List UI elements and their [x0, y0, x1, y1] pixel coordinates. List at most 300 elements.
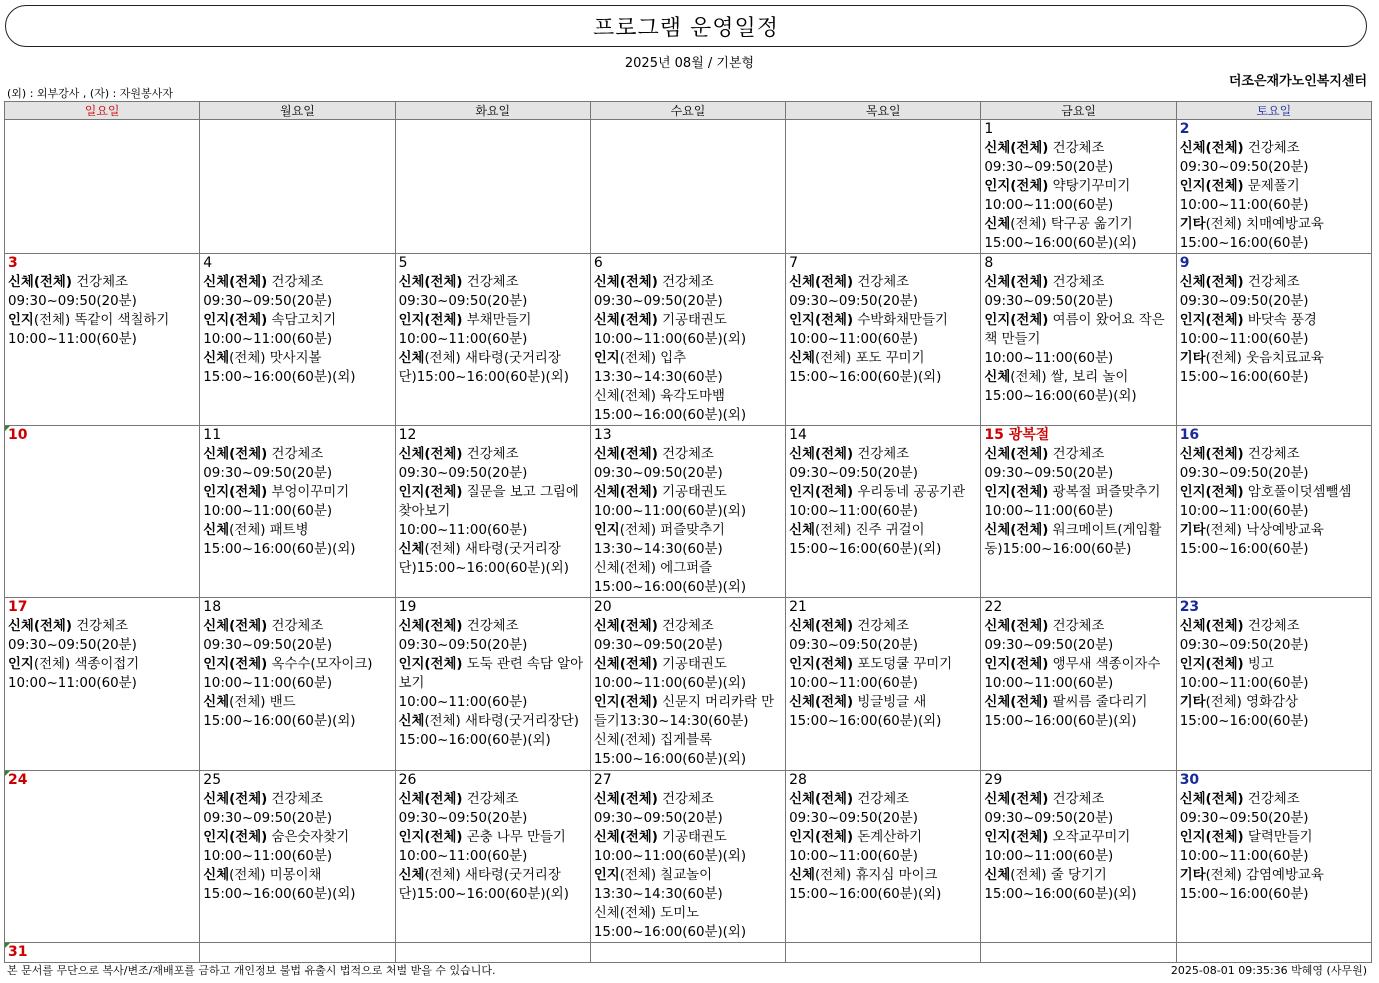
- program-category: 신체(전체): [984, 275, 1049, 290]
- program-entry: [203, 655, 391, 674]
- program-entry: [789, 540, 977, 559]
- day-number: 8: [984, 255, 994, 271]
- program-category: 신체: [398, 714, 425, 729]
- program-category: 신체(전체): [593, 657, 658, 672]
- day-cell: [590, 426, 785, 598]
- weekday-header: 수요일: [590, 102, 785, 120]
- day-number: 29: [984, 772, 1003, 788]
- program-entry: [1180, 540, 1368, 559]
- program-text: 09:30~09:50(20분): [8, 638, 137, 653]
- program-text: 09:30~09:50(20분): [984, 811, 1114, 826]
- day-cell: [786, 943, 981, 963]
- program-category: 신체: [203, 351, 230, 366]
- day-cell: [395, 771, 590, 943]
- program-entry: [399, 847, 587, 866]
- program-entry: [984, 617, 1172, 636]
- program-entry: [203, 521, 391, 540]
- day-number: 26: [398, 772, 417, 788]
- day-number: 13: [593, 427, 612, 443]
- program-entry: [203, 540, 391, 559]
- program-category: 신체(전체): [984, 523, 1049, 538]
- program-text: (전체) 낙상예방교육: [1205, 523, 1324, 538]
- program-category: 신체(전체): [984, 792, 1049, 807]
- program-text: (전체) 새타령(굿거리장단)15:00~16:00(60분)(외): [398, 868, 569, 902]
- day-number: 31: [8, 944, 28, 960]
- program-category: 기타: [1179, 351, 1206, 366]
- program-entry: [789, 655, 977, 674]
- day-number: 9: [1179, 255, 1190, 271]
- program-entry: [789, 368, 977, 387]
- program-text: 건강체조: [1048, 447, 1105, 462]
- program-category: 신체(전체): [1179, 141, 1244, 156]
- program-text: 건강체조: [853, 619, 910, 634]
- program-category: 신체(전체): [203, 792, 268, 807]
- program-entry: [789, 483, 977, 521]
- program-text: 신체(전체) 도미노: [593, 906, 700, 921]
- program-entry: [789, 445, 977, 464]
- weekday-header: 월요일: [200, 102, 395, 120]
- program-text: (전체) 미몽이채: [229, 868, 322, 883]
- weekday-header-row: [5, 102, 1372, 120]
- program-text: 건강체조: [267, 619, 324, 634]
- program-entry: [984, 349, 1172, 368]
- program-entry: [1180, 655, 1368, 674]
- program-entry: [984, 311, 1172, 349]
- program-category: 인지(전체): [984, 313, 1049, 328]
- program-entry: [789, 790, 977, 809]
- program-entry: [399, 828, 587, 847]
- program-entry: [594, 885, 782, 904]
- program-entry: [203, 617, 391, 636]
- program-text: 오작교꾸미기: [1048, 830, 1131, 845]
- program-text: 13:30~14:30(60분): [593, 542, 723, 557]
- program-category: 신체(전체): [789, 275, 854, 290]
- program-entry: [984, 215, 1172, 234]
- program-category: 기타: [1179, 695, 1206, 710]
- program-category: 신체: [398, 542, 425, 557]
- program-text: 건강체조: [657, 447, 714, 462]
- program-entry: [594, 790, 782, 809]
- day-cell: [395, 943, 590, 963]
- program-category: 신체(전체): [789, 695, 854, 710]
- program-entry: [594, 655, 782, 674]
- day-cell: [786, 426, 981, 598]
- day-number: 1: [984, 121, 994, 137]
- program-entry: [203, 273, 391, 292]
- program-category: 인지(전체): [203, 485, 268, 500]
- program-entry: [203, 349, 391, 368]
- program-entry: [984, 445, 1172, 464]
- program-text: (전체) 퍼즐맞추기: [619, 523, 725, 538]
- program-text: 건강체조: [1243, 447, 1300, 462]
- week-row: [5, 771, 1372, 943]
- program-entry: [1180, 330, 1368, 349]
- program-text: 10:00~11:00(60분): [789, 849, 918, 864]
- program-text: 15:00~16:00(60분)(외): [593, 408, 747, 423]
- program-category: 인지(전체): [984, 830, 1049, 845]
- program-text: 10:00~11:00(60분): [789, 332, 918, 347]
- program-entry: [594, 617, 782, 636]
- program-text: 부채만들기: [462, 313, 532, 328]
- program-category: 인지(전체): [593, 695, 658, 710]
- program-entry: [203, 445, 391, 464]
- program-text: 10:00~11:00(60분): [1179, 849, 1309, 864]
- program-entry: [399, 464, 587, 483]
- program-category: 신체(전체): [398, 619, 463, 634]
- program-entry: [1180, 483, 1368, 502]
- program-entry: [984, 158, 1172, 177]
- day-number: 6: [593, 255, 603, 271]
- program-category: 신체: [398, 351, 425, 366]
- program-category: 인지(전체): [984, 179, 1049, 194]
- day-number: 4: [203, 255, 213, 271]
- program-category: 신체(전체): [398, 792, 463, 807]
- program-text: 기공태권도: [657, 485, 727, 500]
- program-entry: [1180, 215, 1368, 234]
- program-text: 13:30~14:30(60분): [593, 370, 723, 385]
- program-text: 15:00~16:00(60분)(외): [984, 389, 1137, 404]
- program-entry: [8, 636, 196, 655]
- program-text: 건강체조: [853, 275, 910, 290]
- program-entry: [1180, 177, 1368, 196]
- program-text: (전체) 탁구공 옮기기: [1010, 217, 1133, 232]
- program-entry: [984, 234, 1172, 253]
- program-text: 09:30~09:50(20분): [789, 294, 918, 309]
- program-entry: [203, 809, 391, 828]
- program-category: 인지(전체): [789, 830, 854, 845]
- program-text: (전체) 색종이접기: [33, 657, 140, 672]
- program-entry: [789, 273, 977, 292]
- day-cell: [590, 254, 785, 426]
- program-text: 09:30~09:50(20분): [593, 638, 723, 653]
- program-category: 인지(전체): [1179, 313, 1244, 328]
- week-row: [5, 426, 1372, 598]
- program-entry: [594, 483, 782, 502]
- program-category: 인지: [593, 868, 620, 883]
- program-entry: [984, 292, 1172, 311]
- day-number: 24: [8, 772, 28, 788]
- program-entry: [203, 712, 391, 731]
- program-entry: [1180, 521, 1368, 540]
- program-entry: [984, 885, 1172, 904]
- program-entry: [789, 617, 977, 636]
- program-text: 부엉이꾸미기: [267, 485, 350, 500]
- weekday-header: 일요일: [5, 102, 200, 120]
- program-text: 10:00~11:00(60분): [203, 849, 333, 864]
- program-entry: [8, 311, 196, 330]
- program-text: 10:00~11:00(60분): [203, 504, 333, 519]
- program-text: 15:00~16:00(60분)(외): [789, 542, 942, 557]
- day-number: 28: [789, 772, 807, 788]
- program-category: 신체: [789, 868, 815, 883]
- program-text: 우리동네 공공기관 10:00~11:00(60분): [789, 485, 966, 519]
- program-text: 건강체조: [462, 619, 519, 634]
- program-text: 수박화채만들기: [853, 313, 948, 328]
- program-text: (전체) 밴드: [229, 695, 296, 710]
- program-entry: [594, 559, 782, 578]
- program-entry: [789, 521, 977, 540]
- day-cell: [981, 254, 1176, 426]
- program-entry: [203, 674, 391, 693]
- day-number: 21: [789, 599, 807, 615]
- program-entry: [399, 693, 587, 712]
- program-entry: [1180, 693, 1368, 712]
- program-entry: [399, 790, 587, 809]
- program-text: 10:00~11:00(60분): [398, 523, 528, 538]
- day-cell: [200, 120, 395, 254]
- program-entry: [594, 904, 782, 923]
- program-text: 10:00~11:00(60분): [203, 676, 333, 691]
- program-category: 인지(전체): [789, 313, 854, 328]
- day-cell: [5, 943, 200, 963]
- program-text: (전체) 치매예방교육: [1205, 217, 1324, 232]
- day-number: 15 광복절: [984, 427, 1050, 443]
- program-entry: [984, 177, 1172, 196]
- program-entry: [1180, 349, 1368, 368]
- program-text: 10:00~11:00(60분): [1179, 198, 1309, 213]
- program-category: 신체(전체): [1179, 275, 1244, 290]
- program-text: 기공태권도: [657, 313, 727, 328]
- program-entry: [594, 866, 782, 885]
- program-text: 건강체조: [267, 792, 324, 807]
- program-text: 10:00~11:00(60분): [1179, 504, 1309, 519]
- day-cell: [5, 771, 200, 943]
- program-text: 09:30~09:50(20분): [984, 160, 1114, 175]
- program-text: (전체) 휴지심 마이크: [815, 868, 938, 883]
- program-entry: [399, 349, 587, 387]
- program-entry: [1180, 273, 1368, 292]
- program-category: 기타: [1179, 217, 1206, 232]
- program-entry: [984, 368, 1172, 387]
- day-number: 23: [1179, 599, 1200, 615]
- program-entry: [594, 273, 782, 292]
- program-text: 15:00~16:00(60분)(외): [593, 580, 747, 595]
- program-entry: [594, 502, 782, 521]
- program-entry: [399, 483, 587, 521]
- program-entry: [789, 674, 977, 693]
- day-cell: [590, 120, 785, 254]
- program-text: 10:00~11:00(60분): [8, 332, 137, 347]
- program-text: 15:00~16:00(60분)(외): [789, 370, 942, 385]
- program-text: 건강체조: [1243, 619, 1300, 634]
- program-entry: [789, 847, 977, 866]
- program-text: 건강체조: [267, 447, 324, 462]
- day-cell: [786, 598, 981, 771]
- weekday-header: 금요일: [981, 102, 1176, 120]
- program-text: 15:00~16:00(60분)(외): [984, 236, 1137, 251]
- day-cell: [1176, 426, 1371, 598]
- program-text: 10:00~11:00(60분): [203, 332, 333, 347]
- week-row: [5, 254, 1372, 426]
- program-entry: [399, 521, 587, 540]
- program-entry: [399, 273, 587, 292]
- day-cell: [981, 943, 1176, 963]
- program-entry: [984, 712, 1172, 731]
- program-entry: [203, 885, 391, 904]
- program-text: 건강체조: [657, 792, 714, 807]
- program-text: 10:00~11:00(60분): [789, 676, 918, 691]
- program-text: 09:30~09:50(20분): [398, 466, 528, 481]
- program-entry: [594, 828, 782, 847]
- program-category: 인지(전체): [1179, 179, 1244, 194]
- program-category: 신체(전체): [203, 619, 268, 634]
- program-category: 신체(전체): [984, 447, 1049, 462]
- day-number: 5: [398, 255, 408, 271]
- program-text: (전체) 쌀, 보리 놀이: [1010, 370, 1129, 385]
- program-entry: [984, 828, 1172, 847]
- program-category: 인지: [8, 313, 34, 328]
- program-text: 워크메이트(게임활동)15:00~16:00(60분): [984, 523, 1162, 557]
- program-text: 13:30~14:30(60분): [593, 887, 723, 902]
- program-text: 10:00~11:00(60분): [398, 332, 528, 347]
- program-text: 건강체조: [462, 275, 519, 290]
- program-category: 인지(전체): [398, 313, 463, 328]
- program-text: 팔씨름 줄다리기: [1048, 695, 1148, 710]
- program-category: 신체: [984, 868, 1011, 883]
- program-category: 인지(전체): [984, 657, 1049, 672]
- program-entry: [789, 809, 977, 828]
- day-number: 22: [984, 599, 1003, 615]
- program-entry: [594, 368, 782, 387]
- day-cell: [200, 254, 395, 426]
- program-text: 09:30~09:50(20분): [1179, 466, 1309, 481]
- day-number: 3: [8, 255, 18, 271]
- program-category: 신체(전체): [789, 447, 854, 462]
- program-entry: [203, 828, 391, 847]
- program-entry: [984, 139, 1172, 158]
- day-cell: [1176, 254, 1371, 426]
- day-cell: [981, 771, 1176, 943]
- program-category: 인지(전체): [203, 657, 268, 672]
- program-category: 기타: [1179, 868, 1206, 883]
- program-text: 10:00~11:00(60분): [1179, 676, 1309, 691]
- program-text: 옥수수(모자이크): [267, 657, 373, 672]
- program-text: 건강체조: [462, 447, 519, 462]
- day-cell: [981, 426, 1176, 598]
- program-category: 신체: [789, 351, 815, 366]
- program-entry: [984, 521, 1172, 559]
- program-text: 10:00~11:00(60분)(외): [593, 504, 747, 519]
- program-text: 09:30~09:50(20분): [984, 466, 1114, 481]
- program-entry: [203, 368, 391, 387]
- day-cell: [590, 943, 785, 963]
- program-text: 10:00~11:00(60분): [984, 351, 1114, 366]
- program-entry: [203, 790, 391, 809]
- program-category: 신체(전체): [593, 275, 658, 290]
- program-text: 건강체조: [657, 619, 714, 634]
- program-entry: [984, 464, 1172, 483]
- weekday-header: 목요일: [786, 102, 981, 120]
- day-number: 17: [8, 599, 28, 615]
- program-entry: [1180, 464, 1368, 483]
- program-entry: [203, 636, 391, 655]
- program-entry: [789, 885, 977, 904]
- program-text: 신체(전체) 육각도마뱀: [593, 389, 725, 404]
- week-row: [5, 943, 1372, 963]
- program-entry: [8, 330, 196, 349]
- program-entry: [1180, 674, 1368, 693]
- program-text: 10:00~11:00(60분): [984, 849, 1114, 864]
- program-text: (전체) 칠교놀이: [619, 868, 713, 883]
- program-entry: [789, 349, 977, 368]
- program-entry: [203, 311, 391, 330]
- program-text: 건강체조: [1048, 619, 1105, 634]
- program-text: 15:00~16:00(60분)(외): [593, 752, 747, 767]
- program-entry: [594, 750, 782, 769]
- program-entry: [1180, 311, 1368, 330]
- program-text: 15:00~16:00(60분)(외): [203, 714, 356, 729]
- program-text: 신체(전체) 집게블록: [593, 733, 713, 748]
- program-entry: [594, 406, 782, 425]
- program-entry: [8, 292, 196, 311]
- program-category: 인지(전체): [789, 485, 854, 500]
- program-text: 09:30~09:50(20분): [1179, 160, 1309, 175]
- program-entry: [789, 693, 977, 712]
- day-cell: [786, 771, 981, 943]
- program-entry: [1180, 790, 1368, 809]
- program-text: 신문지 머리카락 만들기13:30~14:30(60분): [593, 695, 775, 729]
- program-text: 09:30~09:50(20분): [1179, 294, 1309, 309]
- program-entry: [984, 866, 1172, 885]
- print-info: 2025-08-01 09:35:36 박혜영 (사무원): [1170, 964, 1367, 977]
- program-category: 인지: [593, 523, 620, 538]
- program-entry: [789, 866, 977, 885]
- program-text: 달력만들기: [1243, 830, 1313, 845]
- program-text: 15:00~16:00(60분)(외): [789, 714, 942, 729]
- program-entry: [1180, 292, 1368, 311]
- program-entry: [984, 636, 1172, 655]
- program-text: 15:00~16:00(60분)(외): [203, 542, 356, 557]
- program-category: 인지(전체): [203, 830, 268, 845]
- program-entry: [1180, 617, 1368, 636]
- legend-note: (외) : 외부강사 , (자) : 자원봉사자: [7, 87, 173, 100]
- program-category: 인지(전체): [398, 830, 463, 845]
- program-entry: [1180, 636, 1368, 655]
- program-entry: [984, 196, 1172, 215]
- program-category: 인지: [593, 351, 620, 366]
- program-entry: [1180, 712, 1368, 731]
- program-category: 신체(전체): [398, 275, 463, 290]
- program-text: 10:00~11:00(60분)(외): [593, 332, 747, 347]
- program-text: 암호풀이덧셈뺄셈: [1243, 485, 1352, 500]
- program-text: (전체) 똑같이 색칠하기: [33, 313, 170, 328]
- program-text: 15:00~16:00(60분): [1179, 887, 1309, 902]
- program-category: 신체(전체): [398, 447, 463, 462]
- day-cell: [395, 120, 590, 254]
- program-entry: [1180, 847, 1368, 866]
- weekday-header: 화요일: [395, 102, 590, 120]
- program-category: 인지(전체): [984, 485, 1049, 500]
- day-number: 11: [203, 427, 222, 443]
- program-entry: [203, 292, 391, 311]
- day-cell: [590, 598, 785, 771]
- program-text: 09:30~09:50(20분): [203, 466, 333, 481]
- program-text: (전체) 새타령(굿거리장단)15:00~16:00(60분)(외): [398, 542, 569, 576]
- program-category: 인지: [8, 657, 34, 672]
- program-text: 바닷속 풍경: [1243, 313, 1317, 328]
- program-category: 신체(전체): [8, 275, 72, 290]
- program-entry: [594, 311, 782, 330]
- program-entry: [1180, 139, 1368, 158]
- program-text: 15:00~16:00(60분): [1179, 236, 1309, 251]
- day-cell: [1176, 598, 1371, 771]
- day-number: 19: [398, 599, 417, 615]
- program-entry: [399, 311, 587, 330]
- page-subtitle: 2025년 08월 / 기본형: [624, 56, 755, 71]
- program-text: 09:30~09:50(20분): [789, 638, 918, 653]
- program-category: 신체: [984, 370, 1011, 385]
- program-text: 10:00~11:00(60분): [984, 198, 1114, 213]
